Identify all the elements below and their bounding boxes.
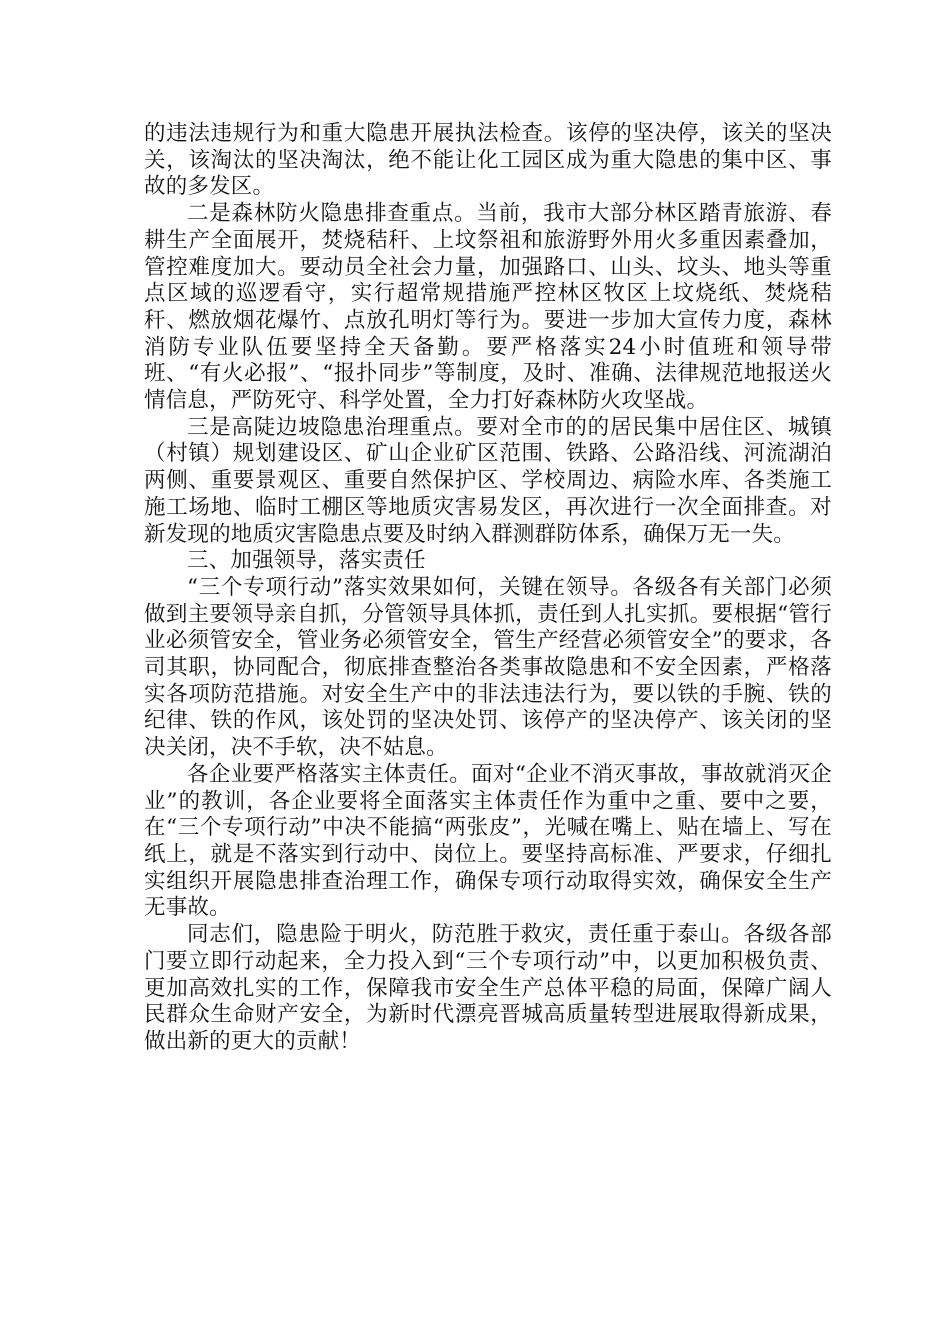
document-body [144, 121, 832, 1056]
paragraph-forest-fire: 二是森林防火隐患排查重点。当前，我市大部分林区踏青旅游、春耕生产全面展开，焚烧秸秆、上坟祭祖和旅游野外用火多重因素叠加，管控难度加大。要动员全社会力量，加强路口、山头、坟头、地头等重点区域的巡逻看守，实行超常规措施严控林区牧区上坟烧纸、焚烧秸秆、燃放烟花爆竹、点放孔明灯等行为。要进一步加大宣传力度，森林消防专业队伍要坚持全天备勤。要严格落实24小时值班和领导带班、“有火必报”、“报扑同步”等制度，及时、准确、法律规范地报送火情信息，严防死守、科学处置，全力打好森林防火攻坚战。 [144, 201, 832, 414]
paragraph-closing: 同志们，隐患险于明火，防范胜于救灾，责任重于泰山。各级各部门要立即行动起来，全力投入到“三个专项行动”中，以更加积极负责、更加高效扎实的工作，保障我市安全生产总体平稳的局面，保障广阔人民群众生命财产安全，为新时代漂亮晋城高质量转型进展取得新成果，做出新的更大的贡献！ [144, 922, 832, 1054]
paragraph-continuation: 的违法违规行为和重大隐患开展执法检查。该停的坚决停，该关的坚决关，该淘汰的坚决淘汰，绝不能让化工园区成为重大隐患的集中区、事故的多发区。 [144, 121, 832, 200]
paragraph-enterprise-responsibility: 各企业要严格落实主体责任。面对“企业不消灭事故，事故就消灭企业”的教训，各企业要将全面落实主体责任作为重中之重、要中之要，在“三个专项行动”中决不能搞“两张皮”，光喊在嘴上、贴在墙上、写在纸上，就是不落实到行动中、岗位上。要坚持高标准、严要求，仔细扎实组织开展隐患排查治理工作，确保专项行动取得实效，确保安全生产无事故。 [144, 761, 832, 921]
section-heading-3: 三、加强领导，落实责任 [187, 548, 426, 574]
paragraph-leadership: “三个专项行动”落实效果如何，关键在领导。各级各有关部门必须做到主要领导亲自抓，分管领导具体抓，责任到人扎实抓。要根据“管行业必须管安全，管业务必须管安全，管生产经营必须管安全”的要求，各司其职，协同配合，彻底排查整治各类事故隐患和不安全因素，严格落实各项防范措施。对安全生产中的非法违法行为，要以铁的手腕、铁的纪律、铁的作风，该处罚的坚决处罚、该停产的坚决停产、该关闭的坚决关闭，决不手软，决不姑息。 [144, 574, 832, 761]
paragraph-high-slope: 三是高陡边坡隐患治理重点。要对全市的的居民集中居住区、城镇（村镇）规划建设区、矿山企业矿区范围、铁路、公路沿线、河流湖泊两侧、重要景观区、重要自然保护区、学校周边、病险水库、各类施工施工场地、临时工棚区等地质灾害易发区，再次进行一次全面排查。对新发现的地质灾害隐患点要及时纳入群测群防体系，确保万无一失。 [144, 414, 832, 547]
